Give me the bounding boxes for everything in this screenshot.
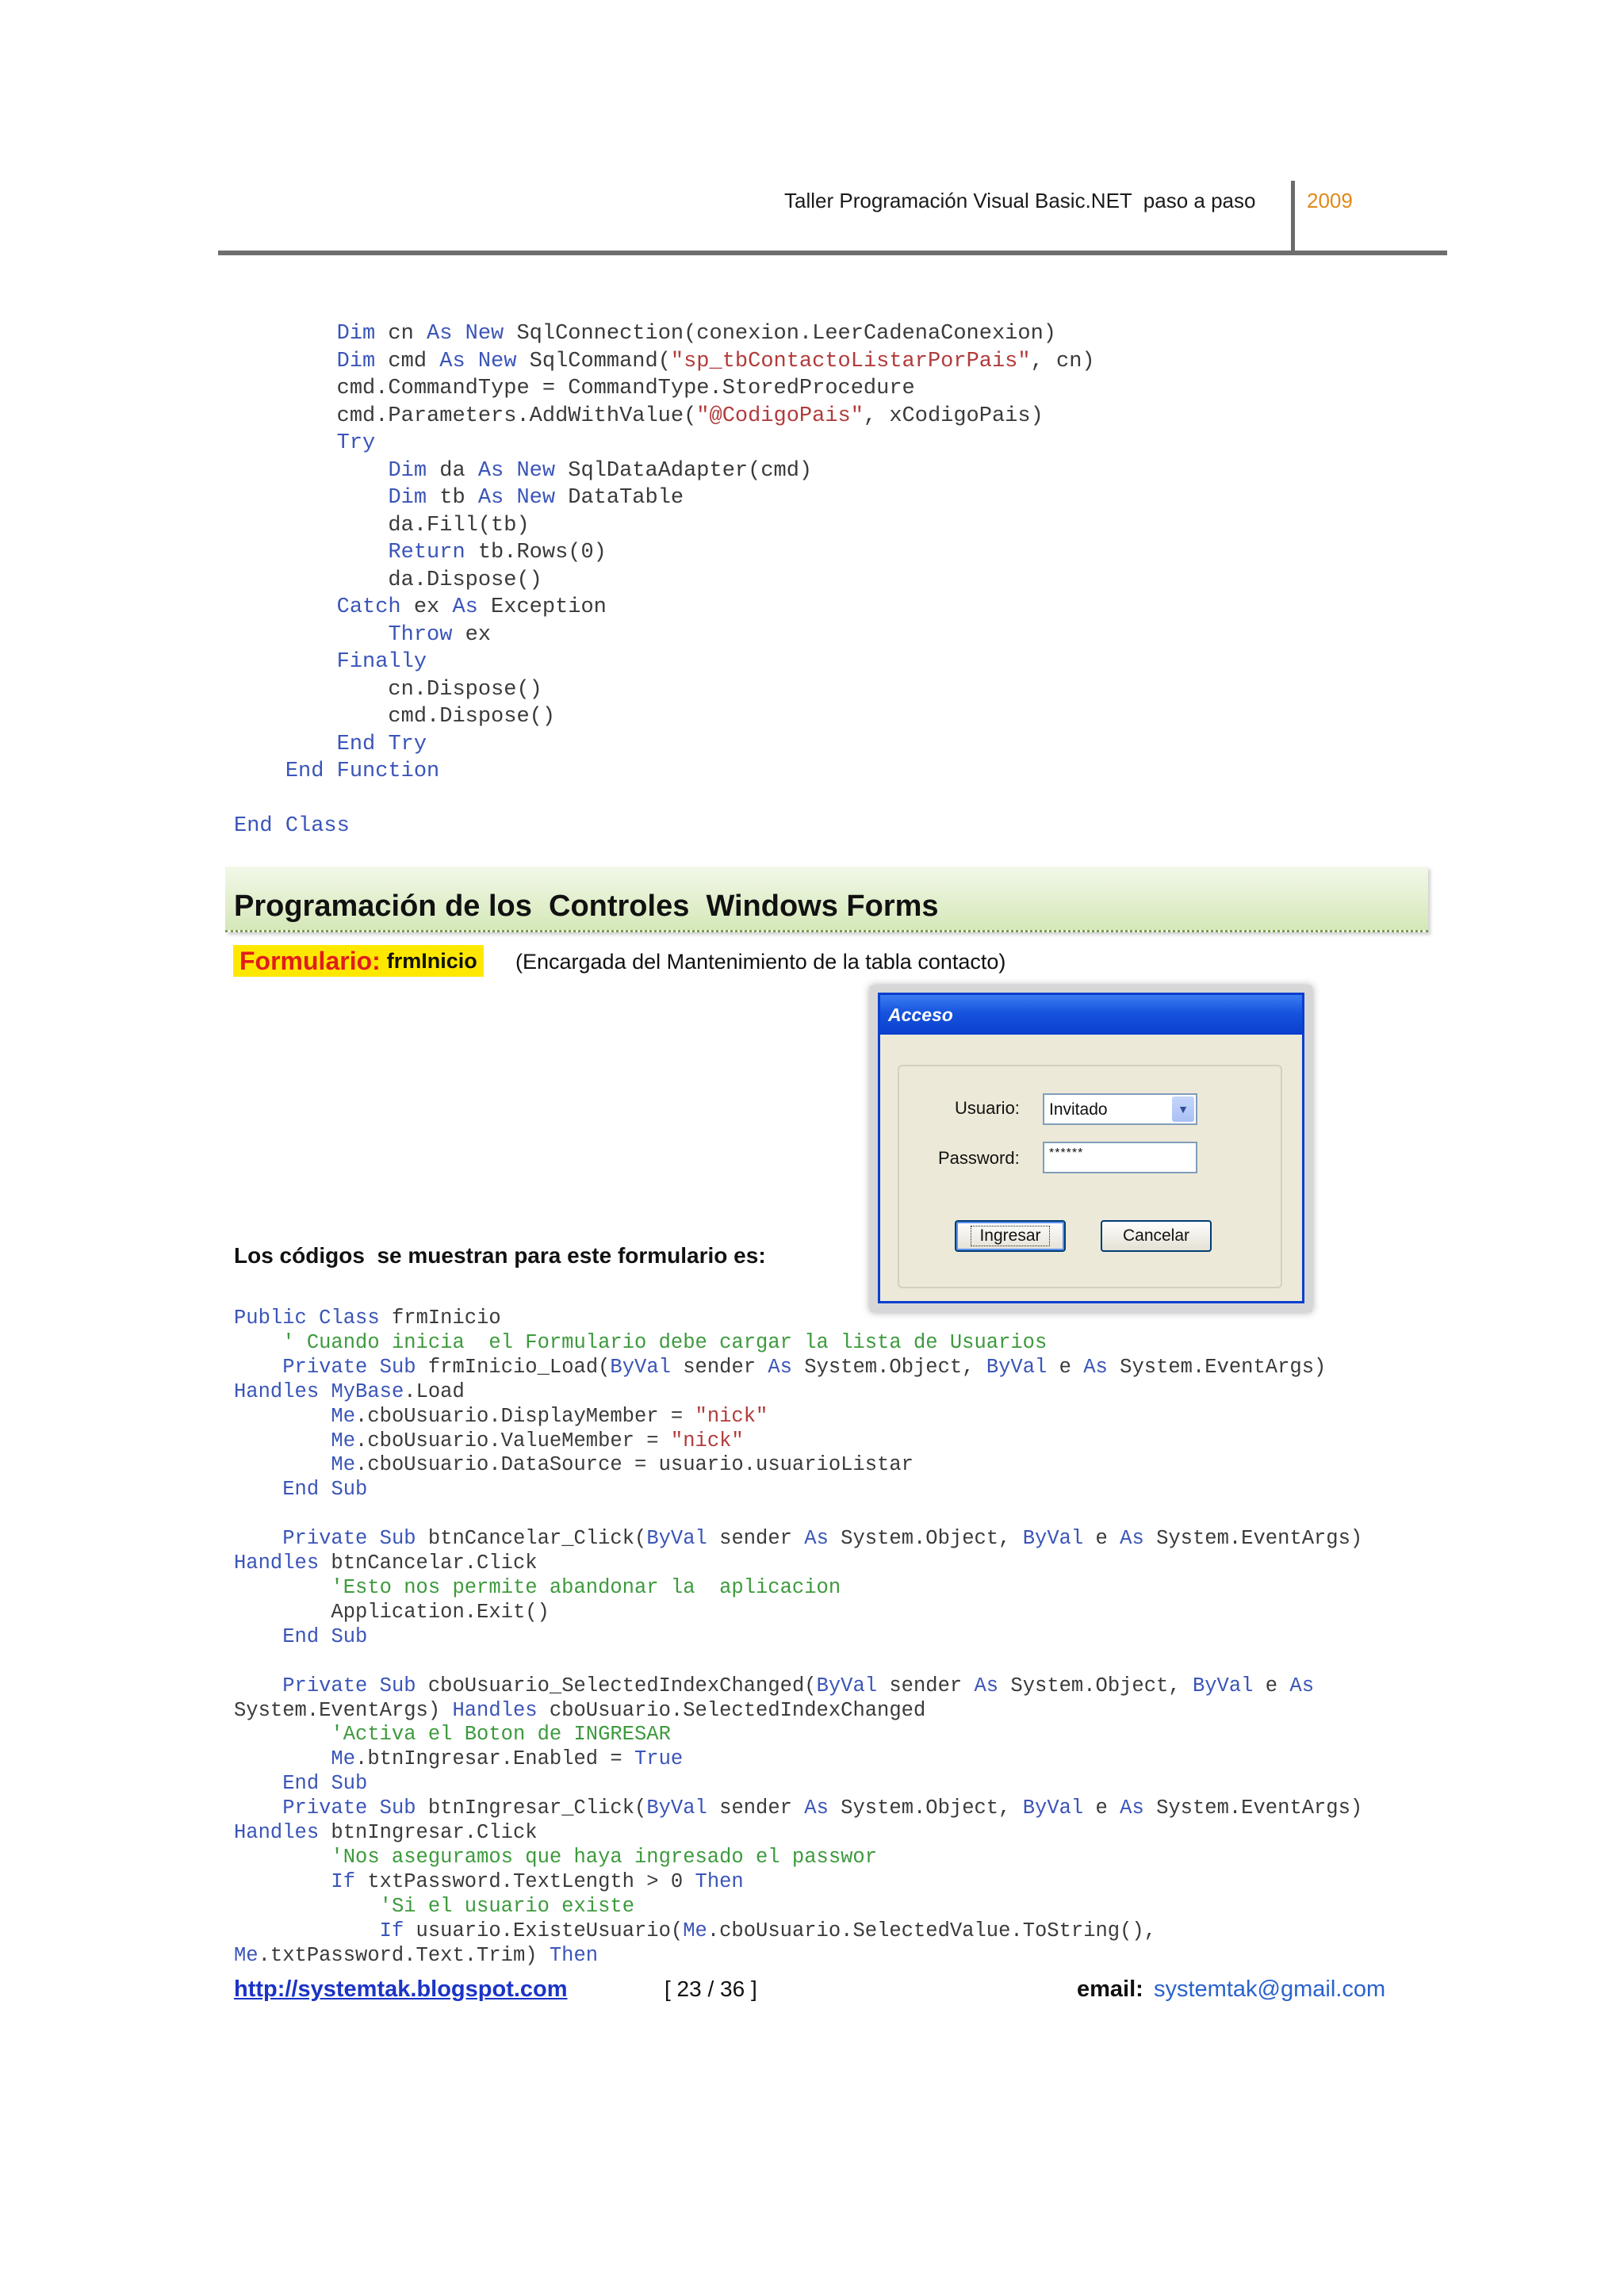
code-line: [234, 1601, 1362, 1625]
code-token: txtPassword.TextLength > 0: [355, 1869, 695, 1893]
code-token: Me: [234, 1943, 259, 1967]
code-token: .cboUsuario.ValueMember =: [355, 1429, 671, 1452]
code-line: [234, 1821, 1362, 1846]
code-token: Return: [388, 541, 465, 564]
code-token: e: [1047, 1355, 1084, 1379]
code-token: [319, 1772, 331, 1795]
code-token: Try: [388, 732, 427, 756]
code-token: "nick": [695, 1404, 768, 1428]
code-token: Sub: [379, 1527, 416, 1551]
code-token: ' Cuando inicia el Formulario debe cargar la lista de Usuarios: [282, 1330, 1048, 1354]
code-token: New: [477, 349, 517, 373]
code-token: [234, 1405, 331, 1428]
code-token: Sub: [331, 1478, 368, 1502]
code-token: Try: [336, 431, 376, 455]
code-line: [234, 786, 1095, 813]
code-token: cmd: [375, 349, 440, 373]
code-token: sender: [670, 1355, 768, 1379]
dialog-screenshot: [870, 985, 1312, 1312]
code-token: [234, 1576, 331, 1599]
code-token: [234, 322, 337, 346]
code-token: Public: [234, 1307, 307, 1330]
code-line: [234, 1846, 1362, 1870]
footer-email-label: email:: [1077, 1976, 1143, 2002]
code-token: [234, 1331, 282, 1354]
code-token: [234, 1356, 282, 1379]
code-token: [234, 1429, 331, 1452]
code-token: "@CodigoPais": [696, 404, 864, 428]
code-line: [234, 457, 1095, 485]
code-token: Sub: [379, 1674, 416, 1697]
code-line: [234, 731, 1095, 759]
code-token: usuario.ExisteUsuario(: [404, 1919, 684, 1942]
code-line: [234, 1453, 1362, 1478]
code-token: Dim: [336, 349, 376, 373]
code-token: ByVal: [816, 1674, 878, 1697]
code-line: [234, 1870, 1362, 1895]
code-line: [234, 1674, 1362, 1699]
code-token: [234, 1674, 282, 1697]
code-token: [367, 1356, 379, 1379]
code-line: [234, 1747, 1362, 1772]
code-token: [307, 1307, 319, 1330]
code-token: [234, 1919, 380, 1942]
code-line: [234, 1356, 1362, 1380]
code-token: "nick": [670, 1429, 744, 1452]
code-token: As: [477, 486, 504, 510]
code-token: sender: [707, 1527, 805, 1551]
code-token: [234, 1870, 331, 1893]
code-token: Throw: [388, 622, 453, 647]
code-line: [234, 348, 1095, 376]
code-token: .txtPassword.Text.Trim): [258, 1943, 550, 1967]
code-line: [234, 484, 1095, 512]
code-token: .cboUsuario.SelectedValue.ToString(),: [707, 1919, 1157, 1942]
code-token: [234, 1527, 282, 1550]
code-token: [234, 1478, 282, 1501]
code-line: [234, 320, 1095, 348]
code-line: [234, 1772, 1362, 1797]
code-token: Class: [319, 1307, 380, 1330]
code-block-top: [234, 320, 1095, 840]
code-token: SqlConnection(conexion.LeerCadenaConexion): [504, 322, 1056, 346]
code-line: [234, 649, 1095, 676]
user-combobox-value: Invitado: [1049, 1100, 1108, 1119]
code-token: [504, 459, 516, 483]
code-token: ByVal: [1022, 1527, 1084, 1551]
code-token: ByVal: [986, 1355, 1048, 1379]
password-value: ******: [1049, 1146, 1084, 1160]
code-token: Then: [549, 1943, 599, 1967]
code-token: If: [331, 1869, 356, 1893]
code-token: [367, 1527, 379, 1550]
code-line: [234, 594, 1095, 622]
code-token: [319, 1478, 331, 1501]
code-token: As: [452, 595, 478, 619]
code-token: ByVal: [1192, 1674, 1254, 1697]
code-token: MyBase: [331, 1380, 404, 1403]
dialog-titlebar: [880, 995, 1302, 1035]
code-line: [234, 375, 1095, 403]
code-token: e: [1083, 1527, 1120, 1551]
code-line: [234, 703, 1095, 731]
code-token: Private: [282, 1355, 368, 1379]
code-token: cn: [375, 322, 427, 346]
code-token: [234, 1846, 331, 1869]
code-token: [234, 1797, 282, 1820]
code-token: As: [439, 349, 465, 373]
code-token: End: [282, 1772, 320, 1796]
code-token: Me: [331, 1429, 356, 1452]
code-token: ex: [400, 595, 453, 619]
code-token: tb: [427, 486, 478, 510]
code-token: sender: [707, 1797, 805, 1820]
code-line: [234, 1944, 1362, 1969]
code-token: frmInicio: [379, 1307, 501, 1330]
chevron-down-icon[interactable]: ▼: [1172, 1096, 1194, 1122]
header-divider: [1291, 181, 1295, 254]
code-line: [234, 430, 1095, 457]
code-line: [234, 1478, 1362, 1502]
code-token: Sub: [331, 1624, 368, 1648]
code-token: btnCancelar.Click: [319, 1552, 538, 1575]
code-token: e: [1083, 1797, 1120, 1820]
code-token: ex: [452, 622, 492, 647]
code-token: [234, 486, 388, 510]
code-token: tb.Rows(0): [465, 541, 607, 564]
code-token: Handles: [234, 1821, 320, 1845]
code-token: [452, 322, 465, 346]
code-token: As: [768, 1355, 792, 1379]
code-line: [234, 567, 1095, 595]
code-token: Handles: [452, 1698, 538, 1722]
code-token: .Load: [404, 1380, 465, 1403]
code-token: .btnIngresar.Enabled =: [355, 1747, 634, 1771]
code-token: As: [1120, 1527, 1144, 1551]
code-token: ByVal: [610, 1355, 671, 1379]
code-token: System.Object,: [791, 1355, 986, 1379]
code-token: [234, 623, 388, 647]
code-token: New: [516, 458, 556, 483]
code-token: Dim: [388, 486, 427, 510]
code-token: [234, 595, 337, 619]
code-token: Sub: [379, 1355, 416, 1379]
code-token: da.Dispose(): [234, 568, 542, 592]
code-token: ByVal: [646, 1527, 707, 1551]
password-field[interactable]: [1043, 1142, 1197, 1173]
code-token: Me: [331, 1404, 356, 1428]
code-token: , xCodigoPais): [863, 404, 1044, 428]
ingresar-button-label: Ingresar: [971, 1226, 1049, 1246]
code-token: btnCancelar_Click(: [416, 1527, 647, 1551]
code-line: [234, 758, 1095, 786]
code-token: SqlDataAdapter(cmd): [555, 458, 813, 483]
code-token: 'Nos aseguramos que haya ingresado el passwor: [331, 1845, 878, 1869]
access-dialog: [878, 993, 1304, 1303]
code-line: [234, 1699, 1362, 1724]
code-token: btnIngresar.Click: [319, 1821, 538, 1845]
code-token: cmd.CommandType = CommandType.StoredProcedure: [234, 377, 915, 400]
code-line: [234, 1405, 1362, 1429]
code-token: [234, 350, 337, 373]
code-token: Sub: [331, 1772, 368, 1796]
code-token: System.EventArgs): [234, 1698, 453, 1722]
code-token: Me: [331, 1747, 356, 1771]
code-line: [234, 1429, 1362, 1454]
code-token: As: [1120, 1797, 1144, 1820]
code-token: [234, 459, 388, 483]
code-token: New: [516, 486, 556, 510]
code-token: ByVal: [646, 1797, 707, 1820]
code-token: [367, 1797, 379, 1820]
code-token: .cboUsuario.DisplayMember =: [355, 1404, 695, 1428]
code-token: [234, 760, 285, 783]
code-token: Private: [282, 1797, 368, 1820]
code-token: "sp_tbContactoListarPorPais": [670, 349, 1031, 373]
code-token: [324, 760, 336, 783]
code-line: [234, 1527, 1362, 1552]
code-token: System.Object,: [998, 1674, 1193, 1697]
code-line: [234, 622, 1095, 649]
code-line: [234, 1723, 1362, 1747]
code-token: End: [234, 814, 273, 838]
code-line: [234, 512, 1095, 540]
code-line: [234, 1919, 1362, 1944]
cancelar-button-label: Cancelar: [1122, 1226, 1190, 1245]
code-token: Catch: [336, 595, 401, 619]
code-token: 'Activa el Boton de INGRESAR: [331, 1723, 671, 1747]
header-rule: [218, 251, 1447, 255]
code-token: Dim: [336, 322, 376, 346]
user-label: Usuario:: [955, 1098, 1020, 1118]
code-line: [234, 1895, 1362, 1919]
code-token: 'Esto nos permite abandonar la aplicacion: [331, 1575, 841, 1599]
code-token: cmd.Dispose(): [234, 705, 556, 729]
code-line: [234, 1380, 1362, 1405]
code-token: As: [804, 1797, 829, 1820]
code-token: If: [379, 1919, 404, 1942]
code-token: [465, 350, 478, 373]
user-combobox[interactable]: [1043, 1093, 1197, 1125]
code-line: [234, 813, 1095, 840]
code-token: End: [282, 1478, 320, 1502]
form-label: Formulario:: [239, 946, 381, 975]
code-token: Exception: [477, 595, 607, 619]
form-description: (Encargada del Mantenimiento de la tabla contacto): [515, 950, 1006, 974]
code-token: cboUsuario_SelectedIndexChanged(: [416, 1674, 817, 1697]
code-token: Dim: [388, 458, 427, 483]
code-token: As: [427, 322, 453, 346]
code-token: [234, 1625, 282, 1648]
code-token: Sub: [379, 1797, 416, 1820]
code-line: [234, 403, 1095, 430]
code-line: [234, 1307, 1362, 1331]
code-line: [234, 1331, 1362, 1356]
code-token: [367, 1674, 379, 1697]
code-token: , cn): [1030, 349, 1095, 373]
code-token: [234, 1453, 331, 1476]
code-token: System.Object,: [828, 1527, 1023, 1551]
code-token: System.EventArgs): [1143, 1527, 1363, 1551]
code-line: [234, 1576, 1362, 1601]
cancelar-button[interactable]: [1101, 1220, 1212, 1252]
section-title: Programación de los Controles Windows Forms: [234, 890, 939, 923]
code-token: Handles: [234, 1380, 320, 1403]
code-block-bottom: [234, 1307, 1362, 1968]
code-token: As: [1083, 1355, 1108, 1379]
code-token: da.Fill(tb): [234, 513, 530, 538]
password-label: Password:: [938, 1148, 1020, 1168]
header-year: 2009: [1307, 189, 1353, 212]
code-token: da: [427, 458, 478, 483]
code-line: [234, 1625, 1362, 1650]
code-token: System.EventArgs): [1143, 1797, 1363, 1820]
form-label-highlight: [233, 945, 484, 977]
code-token: Private: [282, 1527, 368, 1551]
code-token: .cboUsuario.DataSource = usuario.usuarioListar: [355, 1453, 914, 1477]
code-token: 'Si el usuario existe: [379, 1894, 634, 1918]
code-token: Private: [282, 1674, 368, 1697]
code-token: [234, 431, 337, 455]
code-token: As: [804, 1527, 829, 1551]
code-token: As: [974, 1674, 999, 1697]
code-token: Me: [683, 1919, 707, 1942]
code-token: [234, 1772, 282, 1795]
code-token: System.Object,: [828, 1797, 1023, 1820]
code-token: [234, 1895, 380, 1918]
code-line: [234, 539, 1095, 567]
footer-email[interactable]: systemtak@gmail.com: [1154, 1976, 1386, 2002]
code-token: Function: [336, 760, 440, 783]
code-token: [234, 541, 388, 564]
code-token: [319, 1625, 331, 1648]
code-token: New: [465, 322, 504, 346]
code-token: [234, 1723, 331, 1746]
footer-page-number: [ 23 / 36 ]: [665, 1976, 757, 2001]
code-token: True: [634, 1747, 684, 1771]
code-line: [234, 1797, 1362, 1821]
code-token: Me: [331, 1453, 356, 1477]
dialog-title: Acceso: [888, 1004, 953, 1025]
code-token: frmInicio_Load(: [416, 1355, 611, 1379]
footer-blog-link[interactable]: http://systemtak.blogspot.com: [234, 1976, 568, 2002]
code-token: [234, 650, 337, 674]
code-token: [273, 814, 285, 838]
code-token: cn.Dispose(): [234, 677, 542, 702]
code-token: cboUsuario.SelectedIndexChanged: [537, 1698, 926, 1722]
code-token: e: [1253, 1674, 1290, 1697]
code-token: As: [1289, 1674, 1314, 1697]
code-token: ByVal: [1022, 1797, 1084, 1820]
code-token: [234, 1747, 331, 1770]
code-token: [375, 733, 388, 756]
code-token: cmd.Parameters.AddWithValue(: [234, 404, 697, 428]
header-title: Taller Programación Visual Basic.NET paso a paso: [784, 189, 1256, 212]
code-token: As: [477, 458, 504, 483]
code-token: btnIngresar_Click(: [416, 1797, 647, 1820]
code-line: [234, 1650, 1362, 1674]
code-token: Handles: [234, 1552, 320, 1575]
code-token: Application.Exit(): [234, 1600, 550, 1624]
code-token: End: [336, 732, 376, 756]
ingresar-button[interactable]: [955, 1220, 1066, 1252]
code-token: [319, 1380, 331, 1403]
code-token: Then: [695, 1869, 744, 1893]
code-token: End: [282, 1624, 320, 1648]
code-line: [234, 1552, 1362, 1576]
code-token: sender: [877, 1674, 975, 1697]
code-token: DataTable: [555, 486, 684, 510]
code-line: [234, 676, 1095, 704]
code-token: End: [285, 760, 324, 783]
form-name: frmInicio: [386, 948, 477, 973]
codes-intro: Los códigos se muestran para este formulario es:: [234, 1243, 766, 1268]
code-token: SqlCommand(: [516, 349, 671, 373]
code-token: System.EventArgs): [1107, 1355, 1327, 1379]
code-token: [504, 486, 516, 510]
code-token: Finally: [336, 650, 427, 674]
code-token: [234, 733, 337, 756]
code-token: Class: [285, 814, 350, 838]
code-line: [234, 1502, 1362, 1527]
